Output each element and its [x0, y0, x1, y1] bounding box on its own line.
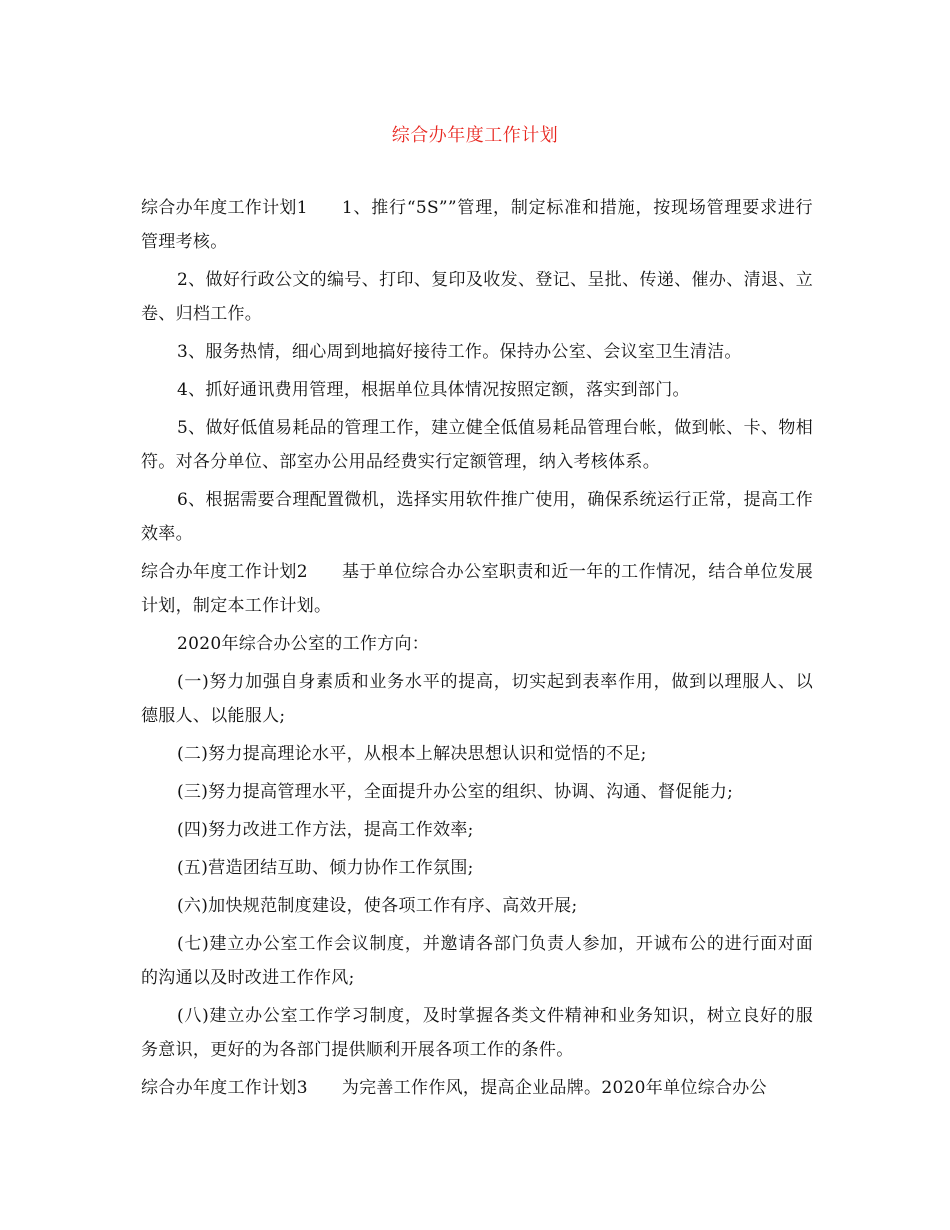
paragraph: (三)努力提高管理水平，全面提升办公室的组织、协调、沟通、督促能力; [177, 782, 734, 802]
paragraph: (八)建立办公室工作学习制度，及时掌握各类文件精神和业务知识，树立良好的服务意识，更好的为各部门提供顺利开展各项工作的条件。 [141, 1006, 813, 1060]
paragraph: (五)营造团结互助、倾力协作工作氛围; [177, 858, 474, 878]
paragraph: 2、做好行政公文的编号、打印、复印及收发、登记、呈批、传递、催办、清退、立卷、归档工作。 [141, 270, 813, 324]
section-1-lead-text: 1、推行“5S””管理，制定标准和措施，按现场管理要求进行管理考核。 [141, 198, 813, 252]
paragraph: (四)努力改进工作方法，提高工作效率; [177, 820, 474, 840]
paragraph: 2020年综合办公室的工作方向： [177, 634, 430, 654]
section-3-lead-paragraph [141, 1071, 813, 1105]
section-2-lead-paragraph [141, 555, 813, 623]
section-1-heading: 综合办年度工作计划1 [141, 198, 308, 218]
paragraph: (二)努力提高理论水平，从根本上解决思想认识和觉悟的不足; [177, 744, 647, 764]
section-3-heading: 综合办年度工作计划3 [141, 1078, 308, 1098]
section-2-lead-text: 基于单位综合办公室职责和近一年的工作情况，结合单位发展计划，制定本工作计划。 [141, 562, 813, 616]
paragraph: 3、服务热情，细心周到地搞好接待工作。保持办公室、会议室卫生清洁。 [177, 342, 742, 362]
paragraph: 5、做好低值易耗品的管理工作，建立健全低值易耗品管理台帐，做到帐、卡、物相符。对各分单位、部室办公用品经费实行定额管理，纳入考核体系。 [141, 418, 813, 472]
paragraph: (六)加快规范制度建设，使各项工作有序、高效开展; [177, 896, 578, 916]
document-title: 综合办年度工作计划 [391, 125, 559, 146]
paragraph: 6、根据需要合理配置微机，选择实用软件推广使用，确保系统运行正常，提高工作效率。 [141, 490, 813, 544]
document-body [141, 191, 813, 1109]
paragraph: 4、抓好通讯费用管理，根据单位具体情况按照定额，落实到部门。 [177, 380, 690, 400]
section-1-lead-paragraph [141, 191, 813, 259]
paragraph: (七)建立办公室工作会议制度，并邀请各部门负责人参加，开诚布公的进行面对面的沟通以及时改进工作作风; [141, 934, 813, 988]
section-3-lead-text: 为完善工作作风，提高企业品牌。2020年单位综合办公 [341, 1078, 767, 1098]
section-2-heading: 综合办年度工作计划2 [141, 562, 308, 582]
paragraph: (一)努力加强自身素质和业务水平的提高，切实起到表率作用，做到以理服人、以德服人、以能服人; [141, 672, 813, 726]
